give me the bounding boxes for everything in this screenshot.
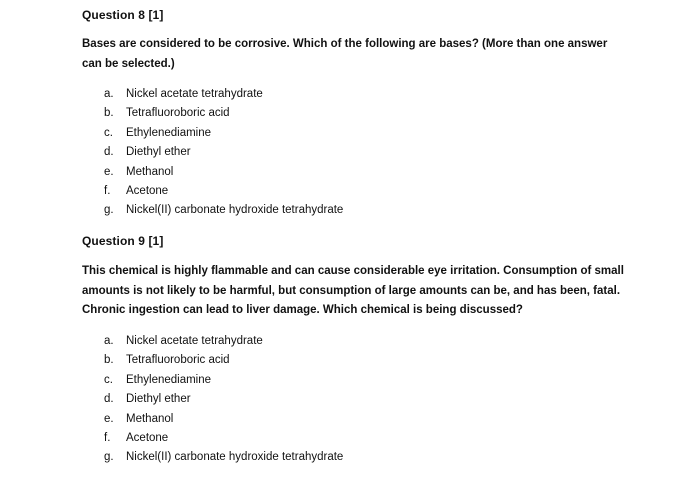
option-letter: a.	[104, 88, 114, 100]
option-label: Ethylenediamine	[126, 373, 212, 386]
option-letter: b.	[104, 354, 114, 367]
option-item	[104, 104, 343, 123]
option-label: Tetrafluoroboric acid	[126, 107, 230, 120]
option-letter: d.	[104, 393, 114, 406]
option-label: Nickel(II) carbonate hydroxide tetrahydrate	[126, 451, 344, 464]
question-8-options	[104, 85, 343, 221]
option-item	[104, 163, 343, 182]
option-label: Acetone	[126, 431, 169, 444]
option-letter: f.	[104, 184, 111, 197]
option-label: Acetone	[126, 184, 169, 197]
option-letter: g.	[104, 204, 114, 217]
option-item	[104, 124, 343, 143]
option-item	[104, 410, 343, 429]
option-letter: c.	[104, 373, 113, 386]
option-letter: d.	[104, 146, 114, 159]
option-item	[104, 182, 343, 201]
option-item	[104, 390, 343, 409]
option-label: Methanol	[126, 165, 174, 178]
option-label: Diethyl ether	[126, 393, 191, 406]
option-item	[104, 351, 343, 370]
option-label: Nickel(II) carbonate hydroxide tetrahydrate	[126, 204, 344, 217]
option-label: Nickel acetate tetrahydrate	[126, 335, 263, 347]
option-label: Methanol	[126, 412, 174, 425]
question-8-title: Question 8 [1]	[82, 8, 164, 22]
option-label: Ethylenediamine	[126, 126, 212, 139]
question-9-title: Question 9 [1]	[82, 234, 164, 248]
option-item	[104, 371, 343, 390]
option-letter: g.	[104, 451, 114, 464]
question-8-text: Bases are considered to be corrosive. Which of the following are bases? (More than one answer can be selected.)	[82, 38, 608, 70]
option-letter: a.	[104, 335, 114, 347]
option-label: Diethyl ether	[126, 146, 191, 159]
question-9-options	[104, 332, 343, 468]
option-letter: e.	[104, 412, 114, 425]
question-9-text: This chemical is highly flammable and can cause considerable eye irritation. Consumption of small amounts is not likely to be harmful, but consumption of large amounts can be, and has been, fatal. Chronic ingestion can lead to liver damage. Which chemical is being discussed?	[82, 265, 624, 316]
option-item	[104, 429, 343, 448]
option-item	[104, 85, 343, 104]
option-letter: c.	[104, 126, 113, 139]
option-label: Nickel acetate tetrahydrate	[126, 88, 263, 100]
option-label: Tetrafluoroboric acid	[126, 354, 230, 367]
option-letter: b.	[104, 107, 114, 120]
option-letter: e.	[104, 165, 114, 178]
option-item	[104, 201, 343, 220]
option-item	[104, 143, 343, 162]
option-letter: f.	[104, 431, 111, 444]
option-item	[104, 332, 343, 351]
option-item	[104, 448, 343, 467]
